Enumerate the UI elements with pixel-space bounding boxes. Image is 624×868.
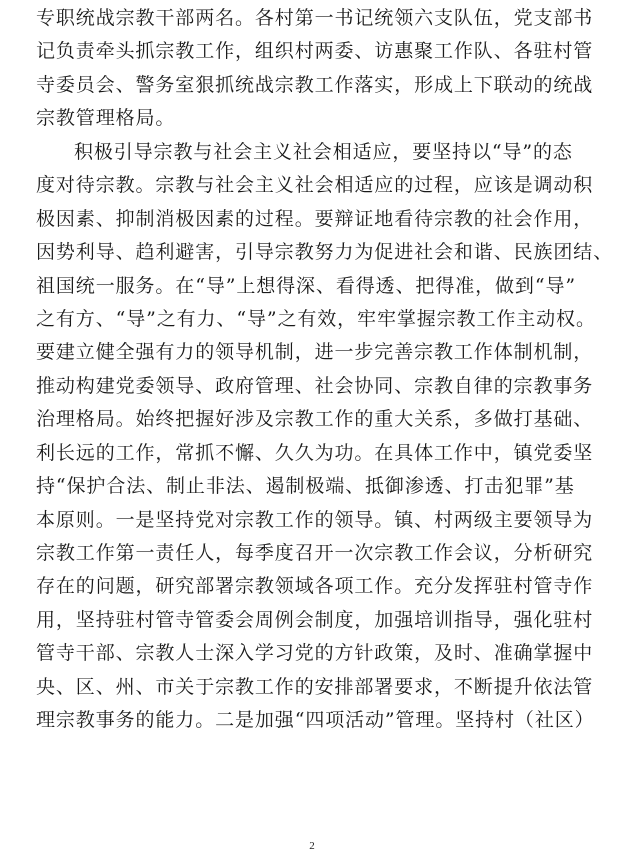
text-line: 利长远的工作，常抓不懈、久久为功。在具体工作中，镇党委坚	[36, 441, 594, 464]
text-line: 祖国统一服务。在“导”上想得深、看得透、把得准，做到“导”	[36, 274, 576, 297]
text-line: 推动构建党委领导、政府管理、社会协同、宗教自律的宗教事务	[36, 374, 594, 397]
text-line: 用，坚持驻村管寺管委会周例会制度，加强培训指导，强化驻村	[36, 608, 594, 631]
page-number: 2	[309, 840, 315, 852]
text-line: 宗教工作第一责任人，每季度召开一次宗教工作会议，分析研究	[36, 542, 594, 564]
text-line: 治理格局。始终把握好涉及宗教工作的重大关系，多做打基础、	[36, 408, 594, 431]
text-line: 极因素、抑制消极因素的过程。要辩证地看待宗教的社会作用，	[36, 207, 594, 230]
text-line: 要建立健全强有力的领导机制，进一步完善宗教工作体制机制，	[36, 341, 594, 364]
text-line: 本原则。一是坚持党对宗教工作的领导。镇、村两级主要领导为	[36, 508, 594, 531]
text-line: 专职统战宗教干部两名。各村第一书记统领六支队伍，党支部书	[36, 7, 594, 29]
body-text	[36, 2, 614, 738]
text-line: 央、区、州、市关于宗教工作的安排部署要求，不断提升依法管	[36, 675, 594, 698]
text-line: 理宗教事务的能力。二是加强“四项活动”管理。坚持村（社区）	[36, 709, 595, 732]
text-line: 持“保护合法、制止非法、遏制极端、抵御渗透、打击犯罪”基	[36, 475, 575, 498]
text-line: 管寺干部、宗教人士深入学习党的方针政策，及时、准确掌握中	[36, 642, 594, 665]
text-line: 宗教管理格局。	[36, 107, 176, 130]
text-line: 记负责牵头抓宗教工作，组织村两委、访惠聚工作队、各驻村管	[36, 40, 594, 63]
text-line: 度对待宗教。宗教与社会主义社会相适应的过程，应该是调动积	[36, 174, 594, 197]
text-line: 之有方、“导”之有力、“导”之有效，牢牢掌握宗教工作主动权。	[36, 307, 596, 330]
paragraph-first-line: 积极引导宗教与社会主义社会相适应，要坚持以“导”的态	[74, 140, 573, 163]
text-line: 寺委员会、警务室狠抓统战宗教工作落实，形成上下联动的统战	[36, 73, 594, 96]
text-line: 存在的问题，研究部署宗教领域各项工作。充分发挥驻村管寺作	[36, 575, 594, 598]
text-line: 因势利导、趋利避害，引导宗教努力为促进社会和谐、民族团结、	[36, 241, 614, 264]
